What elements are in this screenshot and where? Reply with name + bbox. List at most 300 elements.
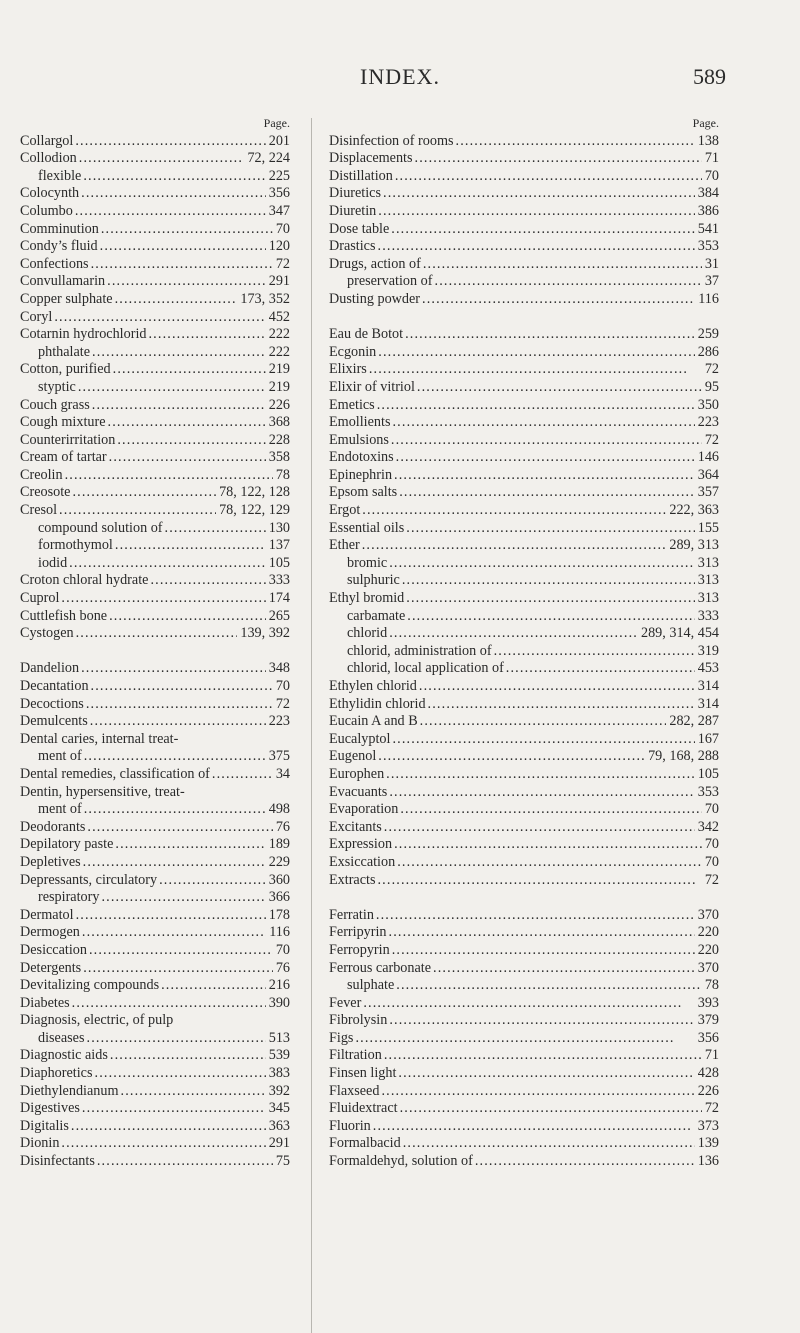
- index-entry: [20, 1012, 290, 1030]
- dot-leader: [73, 133, 265, 151]
- section-gap: [20, 643, 290, 661]
- entry-term: Depilatory paste: [20, 836, 114, 853]
- entry-pages: 174: [268, 590, 290, 607]
- entry-pages: 146: [697, 449, 719, 466]
- entry-pages: 347: [268, 202, 290, 219]
- dot-leader: [387, 924, 695, 942]
- entry-term: Eugenol: [329, 748, 377, 765]
- index-entry: [329, 484, 719, 502]
- entry-pages: 189: [268, 836, 290, 853]
- entry-pages: 428: [697, 1065, 719, 1082]
- index-subentry: [20, 801, 290, 819]
- entry-pages: 155: [697, 519, 719, 536]
- index-entry: [20, 326, 290, 344]
- entry-pages: 357: [697, 484, 719, 501]
- index-entry: [20, 150, 290, 168]
- entry-term: Formalbacid: [329, 1135, 401, 1152]
- entry-pages: 116: [269, 924, 290, 941]
- entry-term: Extracts: [329, 871, 376, 888]
- index-entry: [20, 449, 290, 467]
- dot-leader: [398, 1100, 702, 1118]
- entry-term: Diabetes: [20, 994, 70, 1011]
- column-divider: [311, 118, 312, 1333]
- entry-term: Coryl: [20, 308, 53, 325]
- entry-term: Cuttlefish bone: [20, 607, 108, 624]
- dot-leader: [392, 836, 702, 854]
- page-column-label: Page.: [692, 116, 719, 130]
- index-entry: [20, 907, 290, 925]
- dot-leader: [88, 713, 266, 731]
- dot-leader: [98, 238, 266, 256]
- entry-pages: 222: [268, 343, 290, 360]
- entry-pages: 72: [704, 1100, 719, 1117]
- index-entry: [329, 678, 719, 696]
- entry-pages: 70: [704, 853, 719, 870]
- dot-leader: [59, 1135, 265, 1153]
- entry-pages: 313: [697, 590, 719, 607]
- entry-term: flexible: [38, 167, 82, 184]
- dot-leader: [405, 608, 694, 626]
- dot-leader: [87, 942, 273, 960]
- entry-pages: 513: [268, 1029, 290, 1046]
- entry-term: Dose table: [329, 220, 390, 237]
- entry-pages: 222, 363: [669, 502, 719, 519]
- index-entry: [329, 1135, 719, 1153]
- entry-term: Finsen light: [329, 1065, 397, 1082]
- entry-pages: 360: [268, 871, 290, 888]
- entry-term: Exsiccation: [329, 853, 396, 870]
- dot-leader: [81, 854, 266, 872]
- entry-term: Collargol: [20, 132, 74, 149]
- entry-term: Epinephrin: [329, 466, 393, 483]
- index-entry: [20, 133, 290, 151]
- dot-leader: [89, 678, 273, 696]
- index-entry: [20, 836, 290, 854]
- entry-pages: 136: [697, 1153, 719, 1170]
- entry-term: Ethylidin chlorid: [329, 695, 426, 712]
- dot-leader: [389, 221, 694, 239]
- entry-term: Evacuants: [329, 783, 388, 800]
- entry-term: Dental caries, internal treat-: [20, 730, 179, 747]
- entry-pages: 348: [268, 660, 290, 677]
- dot-leader: [59, 590, 265, 608]
- entry-pages: 95: [704, 378, 719, 395]
- index-subentry: [20, 520, 290, 538]
- entry-term: Diuretin: [329, 202, 377, 219]
- entry-term: Depletives: [20, 853, 81, 870]
- entry-pages: 167: [697, 730, 719, 747]
- entry-pages: 78, 122, 128: [219, 484, 290, 501]
- dot-leader: [73, 203, 266, 221]
- entry-pages: 373: [697, 1117, 719, 1134]
- dot-leader: [393, 168, 702, 186]
- index-entry: [20, 995, 290, 1013]
- dot-leader: [390, 731, 694, 749]
- index-entry: [329, 1030, 719, 1048]
- dot-leader: [415, 379, 702, 397]
- entry-pages: 313: [697, 554, 719, 571]
- entry-term: Fibrolysin: [329, 1012, 388, 1029]
- entry-pages: 452: [268, 308, 290, 325]
- entry-pages: 383: [268, 1065, 290, 1082]
- index-entry: [20, 432, 290, 450]
- dot-leader: [107, 449, 266, 467]
- entry-pages: 137: [268, 537, 290, 554]
- index-entry: [329, 1118, 719, 1136]
- entry-pages: 541: [697, 220, 719, 237]
- entry-pages: [287, 731, 290, 749]
- entry-term: Colocynth: [20, 185, 80, 202]
- entry-pages: 259: [697, 326, 719, 343]
- dot-leader: [93, 1065, 266, 1083]
- entry-term: Expression: [329, 836, 393, 853]
- entry-pages: [287, 784, 290, 802]
- index-entry: [329, 696, 719, 714]
- index-entry: [20, 1118, 290, 1136]
- entry-pages: 333: [268, 572, 290, 589]
- entry-pages: 384: [697, 185, 719, 202]
- index-entry: [20, 731, 290, 749]
- entry-term: carbamate: [347, 607, 406, 624]
- entry-term: Drastics: [329, 238, 376, 255]
- index-entry: [20, 502, 290, 520]
- dot-leader: [413, 150, 702, 168]
- entry-pages: 37: [704, 273, 719, 290]
- entry-pages: 105: [268, 554, 290, 571]
- entry-term: Demulcents: [20, 713, 88, 730]
- entry-term: Ferropyrin: [329, 941, 390, 958]
- index-subentry: [329, 273, 719, 291]
- entry-term: Couch grass: [20, 396, 90, 413]
- entry-pages: 70: [275, 941, 290, 958]
- entry-term: Cotarnin hydrochlorid: [20, 326, 147, 343]
- entry-pages: 319: [697, 642, 719, 659]
- entry-term: Creosote: [20, 484, 71, 501]
- index-entry: [20, 185, 290, 203]
- entry-pages: 228: [268, 431, 290, 448]
- dot-leader: [375, 397, 695, 415]
- dot-leader: [392, 467, 695, 485]
- entry-term: Ether: [329, 537, 360, 554]
- dot-leader: [99, 889, 265, 907]
- entry-pages: 313: [697, 572, 719, 589]
- dot-leader: [389, 432, 702, 450]
- entry-pages: 138: [697, 132, 719, 149]
- entry-term: sulphuric: [347, 572, 400, 589]
- index-entry: [20, 484, 290, 502]
- entry-term: Disinfectants: [20, 1153, 95, 1170]
- index-entry: [329, 397, 719, 415]
- index-column-right: [329, 115, 719, 1171]
- dot-leader: [421, 256, 702, 274]
- dot-leader: [178, 731, 287, 749]
- entry-pages: 70: [704, 801, 719, 818]
- entry-pages: 386: [697, 202, 719, 219]
- entry-term: preservation of: [347, 273, 433, 290]
- dot-leader: [85, 819, 272, 837]
- dot-leader: [108, 1047, 266, 1065]
- entry-pages: 539: [268, 1047, 290, 1064]
- dot-leader: [381, 185, 695, 203]
- dot-leader: [426, 696, 695, 714]
- dot-leader: [396, 1065, 694, 1083]
- dot-leader: [163, 520, 266, 538]
- entry-term: Desiccation: [20, 941, 87, 958]
- dot-leader: [394, 449, 695, 467]
- dot-leader: [418, 713, 667, 731]
- entry-term: diseases: [38, 1029, 85, 1046]
- dot-leader: [113, 836, 265, 854]
- entry-term: Dentin, hypersensitive, treat-: [20, 783, 185, 800]
- dot-leader: [390, 414, 694, 432]
- index-entry: [20, 625, 290, 643]
- entry-term: Excitants: [329, 818, 382, 835]
- page-title: INDEX.: [360, 64, 440, 89]
- entry-term: Epsom salts: [329, 484, 398, 501]
- dot-leader: [375, 872, 701, 890]
- entry-pages: 366: [268, 889, 290, 906]
- entry-pages: 120: [268, 238, 290, 255]
- dot-leader: [70, 484, 216, 502]
- entry-term: Deodorants: [20, 818, 86, 835]
- dot-leader: [454, 133, 695, 151]
- dot-leader: [417, 678, 695, 696]
- dot-leader: [473, 1153, 695, 1171]
- entry-term: Dusting powder: [329, 290, 421, 307]
- dot-leader: [185, 784, 287, 802]
- entry-pages: 71: [704, 150, 719, 167]
- index-entry: [329, 836, 719, 854]
- entry-pages: 70: [275, 678, 290, 694]
- dot-leader: [90, 344, 266, 362]
- dot-leader: [77, 150, 245, 168]
- page-number: 589: [693, 64, 726, 89]
- index-entry: [329, 995, 719, 1013]
- dot-leader: [173, 1012, 287, 1030]
- entry-term: Collodion: [20, 150, 77, 167]
- entry-term: Cuprol: [20, 590, 60, 607]
- entry-term: Comminution: [20, 220, 99, 237]
- index-entry: [329, 238, 719, 256]
- section-gap: [329, 889, 719, 907]
- index-entry: [329, 942, 719, 960]
- section-gap: [329, 309, 719, 327]
- index-subentry: [329, 572, 719, 590]
- entry-pages: 78: [275, 466, 290, 483]
- entry-term: Croton chloral hydrate: [20, 572, 149, 589]
- index-entry: [329, 150, 719, 168]
- dot-leader: [113, 537, 266, 555]
- index-entry: [20, 397, 290, 415]
- entry-term: chlorid, administration of: [347, 642, 492, 659]
- entry-term: phthalate: [38, 343, 90, 360]
- index-entry: [329, 537, 719, 555]
- index-entry: [329, 713, 719, 731]
- index-entry: [329, 766, 719, 784]
- dot-leader: [401, 1135, 695, 1153]
- page-header: [0, 64, 800, 92]
- dot-leader: [89, 256, 273, 274]
- dot-leader: [82, 801, 266, 819]
- entry-term: Fluidextract: [329, 1100, 398, 1117]
- entry-pages: 79, 168, 288: [648, 748, 719, 765]
- entry-term: Endotoxins: [329, 449, 394, 466]
- entry-term: Dermogen: [20, 924, 80, 941]
- entry-term: Essential oils: [329, 519, 405, 536]
- entry-pages: 345: [268, 1100, 290, 1117]
- index-entry: [20, 766, 290, 784]
- entry-term: Counterirritation: [20, 431, 116, 448]
- entry-term: Elixir of vitriol: [329, 378, 415, 395]
- dot-leader: [115, 432, 265, 450]
- dot-leader: [107, 608, 266, 626]
- index-entry: [20, 309, 290, 327]
- dot-leader: [376, 203, 694, 221]
- index-entry: [20, 273, 290, 291]
- entry-pages: 353: [697, 783, 719, 800]
- index-entry: [329, 731, 719, 749]
- index-entry: [20, 1083, 290, 1101]
- entry-pages: 70: [704, 836, 719, 853]
- index-entry: [329, 590, 719, 608]
- dot-leader: [361, 995, 694, 1013]
- index-entry: [329, 344, 719, 362]
- dot-leader: [79, 660, 266, 678]
- entry-term: Ferratin: [329, 906, 374, 923]
- index-entry: [20, 256, 290, 274]
- entry-pages: 72, 224: [247, 150, 290, 167]
- index-entry: [329, 924, 719, 942]
- entry-pages: 342: [697, 818, 719, 835]
- dot-leader: [81, 168, 265, 186]
- entry-pages: 226: [697, 1082, 719, 1099]
- dot-leader: [70, 995, 266, 1013]
- entry-pages: 333: [697, 607, 719, 624]
- entry-term: Creolin: [20, 466, 63, 483]
- dot-leader: [376, 748, 645, 766]
- entry-term: Copper sulphate: [20, 290, 113, 307]
- index-entry: [20, 1065, 290, 1083]
- index-entry: [329, 414, 719, 432]
- index-subentry: [20, 1030, 290, 1048]
- entry-pages: [287, 1012, 290, 1030]
- dot-leader: [106, 414, 266, 432]
- index-entry: [20, 678, 290, 696]
- dot-leader: [146, 326, 265, 344]
- entry-term: Disinfection of rooms: [329, 132, 454, 149]
- index-entry: [20, 960, 290, 978]
- dot-leader: [382, 1047, 702, 1065]
- entry-pages: 139, 392: [240, 625, 290, 642]
- entry-term: Cystogen: [20, 625, 74, 642]
- entry-term: Ferripyrin: [329, 924, 387, 941]
- entry-pages: 379: [697, 1012, 719, 1029]
- dot-leader: [67, 555, 266, 573]
- entry-term: Dionin: [20, 1135, 60, 1152]
- entry-term: Digitalis: [20, 1117, 69, 1134]
- entry-pages: 72: [275, 255, 290, 272]
- entry-term: Displacements: [329, 150, 413, 167]
- entry-pages: 356: [268, 185, 290, 202]
- entry-pages: 72: [704, 431, 719, 448]
- dot-leader: [397, 484, 695, 502]
- index-entry: [20, 572, 290, 590]
- entry-term: bromic: [347, 554, 388, 571]
- entry-pages: 201: [268, 132, 290, 149]
- dot-leader: [387, 784, 694, 802]
- index-entry: [20, 1153, 290, 1171]
- index-entry: [329, 256, 719, 274]
- entry-term: ment of: [38, 801, 82, 818]
- entry-pages: 220: [697, 924, 719, 941]
- entry-term: Ecgonin: [329, 343, 377, 360]
- dot-leader: [433, 273, 702, 291]
- index-entry: [329, 1012, 719, 1030]
- entry-term: iodid: [38, 554, 68, 571]
- entry-pages: 223: [268, 713, 290, 730]
- entry-term: Columbo: [20, 202, 73, 219]
- index-subentry: [20, 555, 290, 573]
- page-column-label: Page.: [263, 116, 290, 130]
- entry-term: Ethylen chlorid: [329, 678, 417, 694]
- index-entry: [329, 1100, 719, 1118]
- entry-term: Distillation: [329, 167, 393, 184]
- index-entry: [329, 819, 719, 837]
- entry-term: Diethylendianum: [20, 1082, 119, 1099]
- entry-pages: 291: [268, 1135, 290, 1152]
- dot-leader: [504, 660, 695, 678]
- entry-pages: 314: [697, 695, 719, 712]
- entry-pages: 225: [268, 167, 290, 184]
- entry-term: Devitalizing compounds: [20, 977, 160, 994]
- dot-leader: [387, 555, 695, 573]
- entry-pages: 78, 122, 129: [219, 502, 290, 519]
- entry-term: Decoctions: [20, 695, 84, 712]
- entry-pages: 76: [275, 818, 290, 835]
- entry-term: Filtration: [329, 1047, 382, 1064]
- entry-term: Cotton, purified: [20, 361, 111, 378]
- entry-term: chlorid, local application of: [347, 660, 504, 677]
- index-column-left: [20, 115, 290, 1171]
- index-entry: [329, 907, 719, 925]
- dot-leader: [420, 291, 695, 309]
- dot-leader: [379, 1083, 694, 1101]
- index-entry: [20, 291, 290, 309]
- dot-leader: [394, 977, 702, 995]
- entry-pages: 116: [698, 290, 719, 307]
- entry-term: Decantation: [20, 678, 89, 694]
- dot-leader: [99, 221, 273, 239]
- dot-leader: [395, 854, 702, 872]
- dot-leader: [74, 625, 238, 643]
- index-subentry: [20, 168, 290, 186]
- entry-pages: 72: [704, 361, 719, 378]
- entry-pages: 70: [275, 220, 290, 237]
- dot-leader: [404, 590, 694, 608]
- index-entry: [20, 590, 290, 608]
- entry-pages: 390: [268, 994, 290, 1011]
- entry-term: Dermatol: [20, 906, 74, 923]
- index-entry: [329, 1083, 719, 1101]
- index-entry: [329, 872, 719, 890]
- entry-term: ment of: [38, 748, 82, 765]
- entry-term: compound solution of: [38, 519, 163, 536]
- index-entry: [329, 361, 719, 379]
- index-entry: [329, 326, 719, 344]
- index-entry: [329, 467, 719, 485]
- dot-leader: [90, 397, 266, 415]
- index-entry: [329, 1047, 719, 1065]
